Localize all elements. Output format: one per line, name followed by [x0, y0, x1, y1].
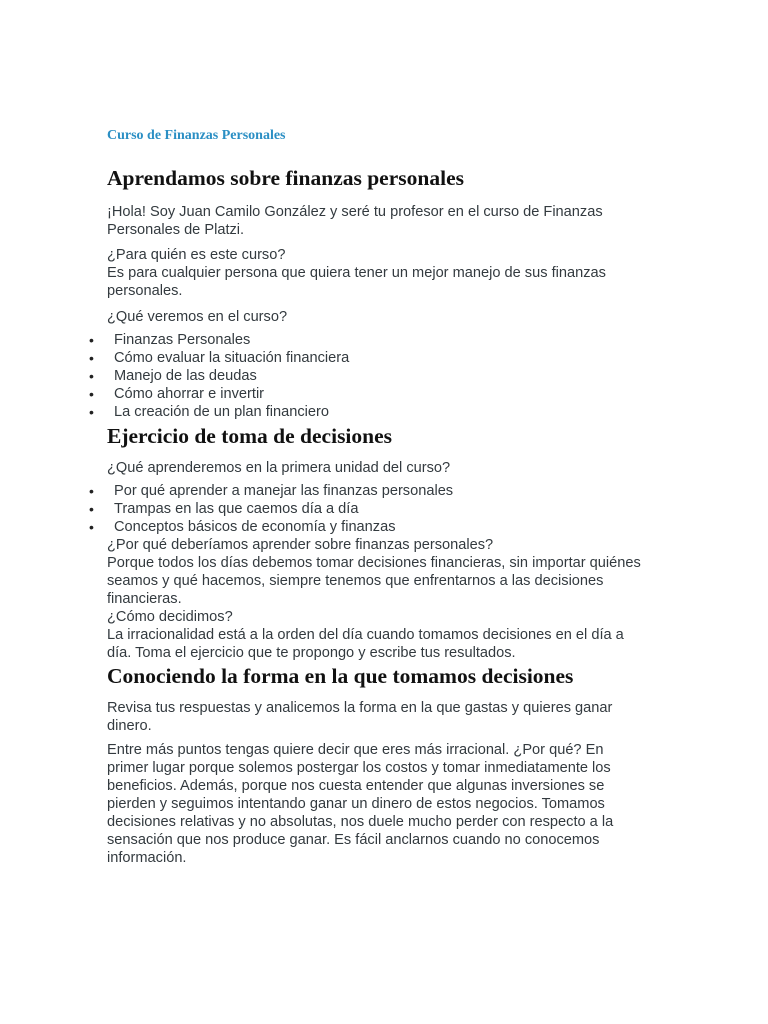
- how-question: ¿Cómo decidimos?: [107, 609, 233, 625]
- intro-line: ¡Hola! Soy Juan Camilo González y seré tu profesor en el curso de Finanzas: [107, 204, 603, 220]
- list-item-text: Finanzas Personales: [114, 332, 251, 348]
- audience-answer-line: Es para cualquier persona que quiera tener un mejor manejo de sus finanzas: [107, 265, 606, 281]
- section3-review: [107, 699, 667, 735]
- why-answer-line: seamos y qué hacemos, siempre tenemos que enfrentarnos a las decisiones: [107, 573, 604, 589]
- unit-question: ¿Qué aprenderemos en la primera unidad del curso?: [107, 460, 451, 476]
- how-answer-line: La irracionalidad está a la orden del día cuando tomamos decisiones en el día a: [107, 627, 624, 643]
- body-line: primer lugar porque solemos postergar los costos y tomar inmediatamente los: [107, 760, 611, 776]
- why-answer-line: Porque todos los días debemos tomar decisiones financieras, sin importar quiénes: [107, 555, 641, 571]
- review-line: Revisa tus respuestas y analicemos la forma en la que gastas y quieres ganar: [107, 700, 613, 716]
- section1-intro: [107, 203, 667, 239]
- body-line: pierden y seguimos intentando ganar un dinero de estos negocios. Tomamos: [107, 796, 605, 812]
- body-line: información.: [107, 850, 187, 866]
- list-item: [89, 403, 667, 421]
- section2-body: [107, 536, 667, 662]
- list-item-text: Cómo ahorrar e invertir: [114, 386, 265, 402]
- list-item-text: Cómo evaluar la situación financiera: [114, 350, 350, 366]
- list-item-text: La creación de un plan financiero: [114, 404, 330, 420]
- topics-list: [89, 331, 667, 421]
- list-item: [89, 518, 667, 536]
- list-item: [89, 331, 667, 349]
- review-line: dinero.: [107, 718, 152, 734]
- body-line: decisiones relativas y no absolutas, nos duele mucho perder con respecto a la: [107, 814, 614, 830]
- bullet-icon: •: [89, 404, 94, 420]
- section1-heading: Aprendamos sobre finanzas personales: [107, 166, 464, 190]
- bullet-icon: •: [89, 386, 94, 402]
- list-item-text: Conceptos básicos de economía y finanzas: [114, 519, 396, 535]
- section3-body: [107, 741, 667, 867]
- list-item: [89, 367, 667, 385]
- list-item-text: Trampas en las que caemos día a día: [114, 501, 359, 517]
- list-item-text: Manejo de las deudas: [114, 368, 257, 384]
- why-question: ¿Por qué deberíamos aprender sobre finanzas personales?: [107, 537, 494, 553]
- why-answer-line: financieras.: [107, 591, 182, 607]
- section2-heading: Ejercicio de toma de decisiones: [107, 424, 393, 448]
- unit-topics-list: [89, 482, 667, 536]
- body-line: Entre más puntos tengas quiere decir que eres más irracional. ¿Por qué? En: [107, 742, 604, 758]
- how-answer-line: día. Toma el ejercicio que te propongo y escribe tus resultados.: [107, 645, 516, 661]
- list-item: [89, 385, 667, 403]
- list-item: [89, 482, 667, 500]
- body-line: beneficios. Además, porque nos cuesta entender que algunas inversiones se: [107, 778, 605, 794]
- section3-heading: Conociendo la forma en la que tomamos decisiones: [107, 664, 574, 688]
- audience-answer-line: personales.: [107, 283, 183, 299]
- body-line: sensación que nos produce ganar. Es fácil anclarnos cuando no conocemos: [107, 832, 600, 848]
- intro-line: Personales de Platzi.: [107, 222, 245, 238]
- list-item: [89, 500, 667, 518]
- audience-question: ¿Para quién es este curso?: [107, 247, 286, 263]
- section1-audience: [107, 246, 667, 300]
- bullet-icon: •: [89, 483, 94, 499]
- bullet-icon: •: [89, 350, 94, 366]
- bullet-icon: •: [89, 368, 94, 384]
- list-item: [89, 349, 667, 367]
- course-kicker: Curso de Finanzas Personales: [107, 128, 286, 143]
- bullet-icon: •: [89, 501, 94, 517]
- bullet-icon: •: [89, 519, 94, 535]
- topics-question: ¿Qué veremos en el curso?: [107, 309, 288, 325]
- list-item-text: Por qué aprender a manejar las finanzas personales: [114, 483, 454, 499]
- bullet-icon: •: [89, 332, 94, 348]
